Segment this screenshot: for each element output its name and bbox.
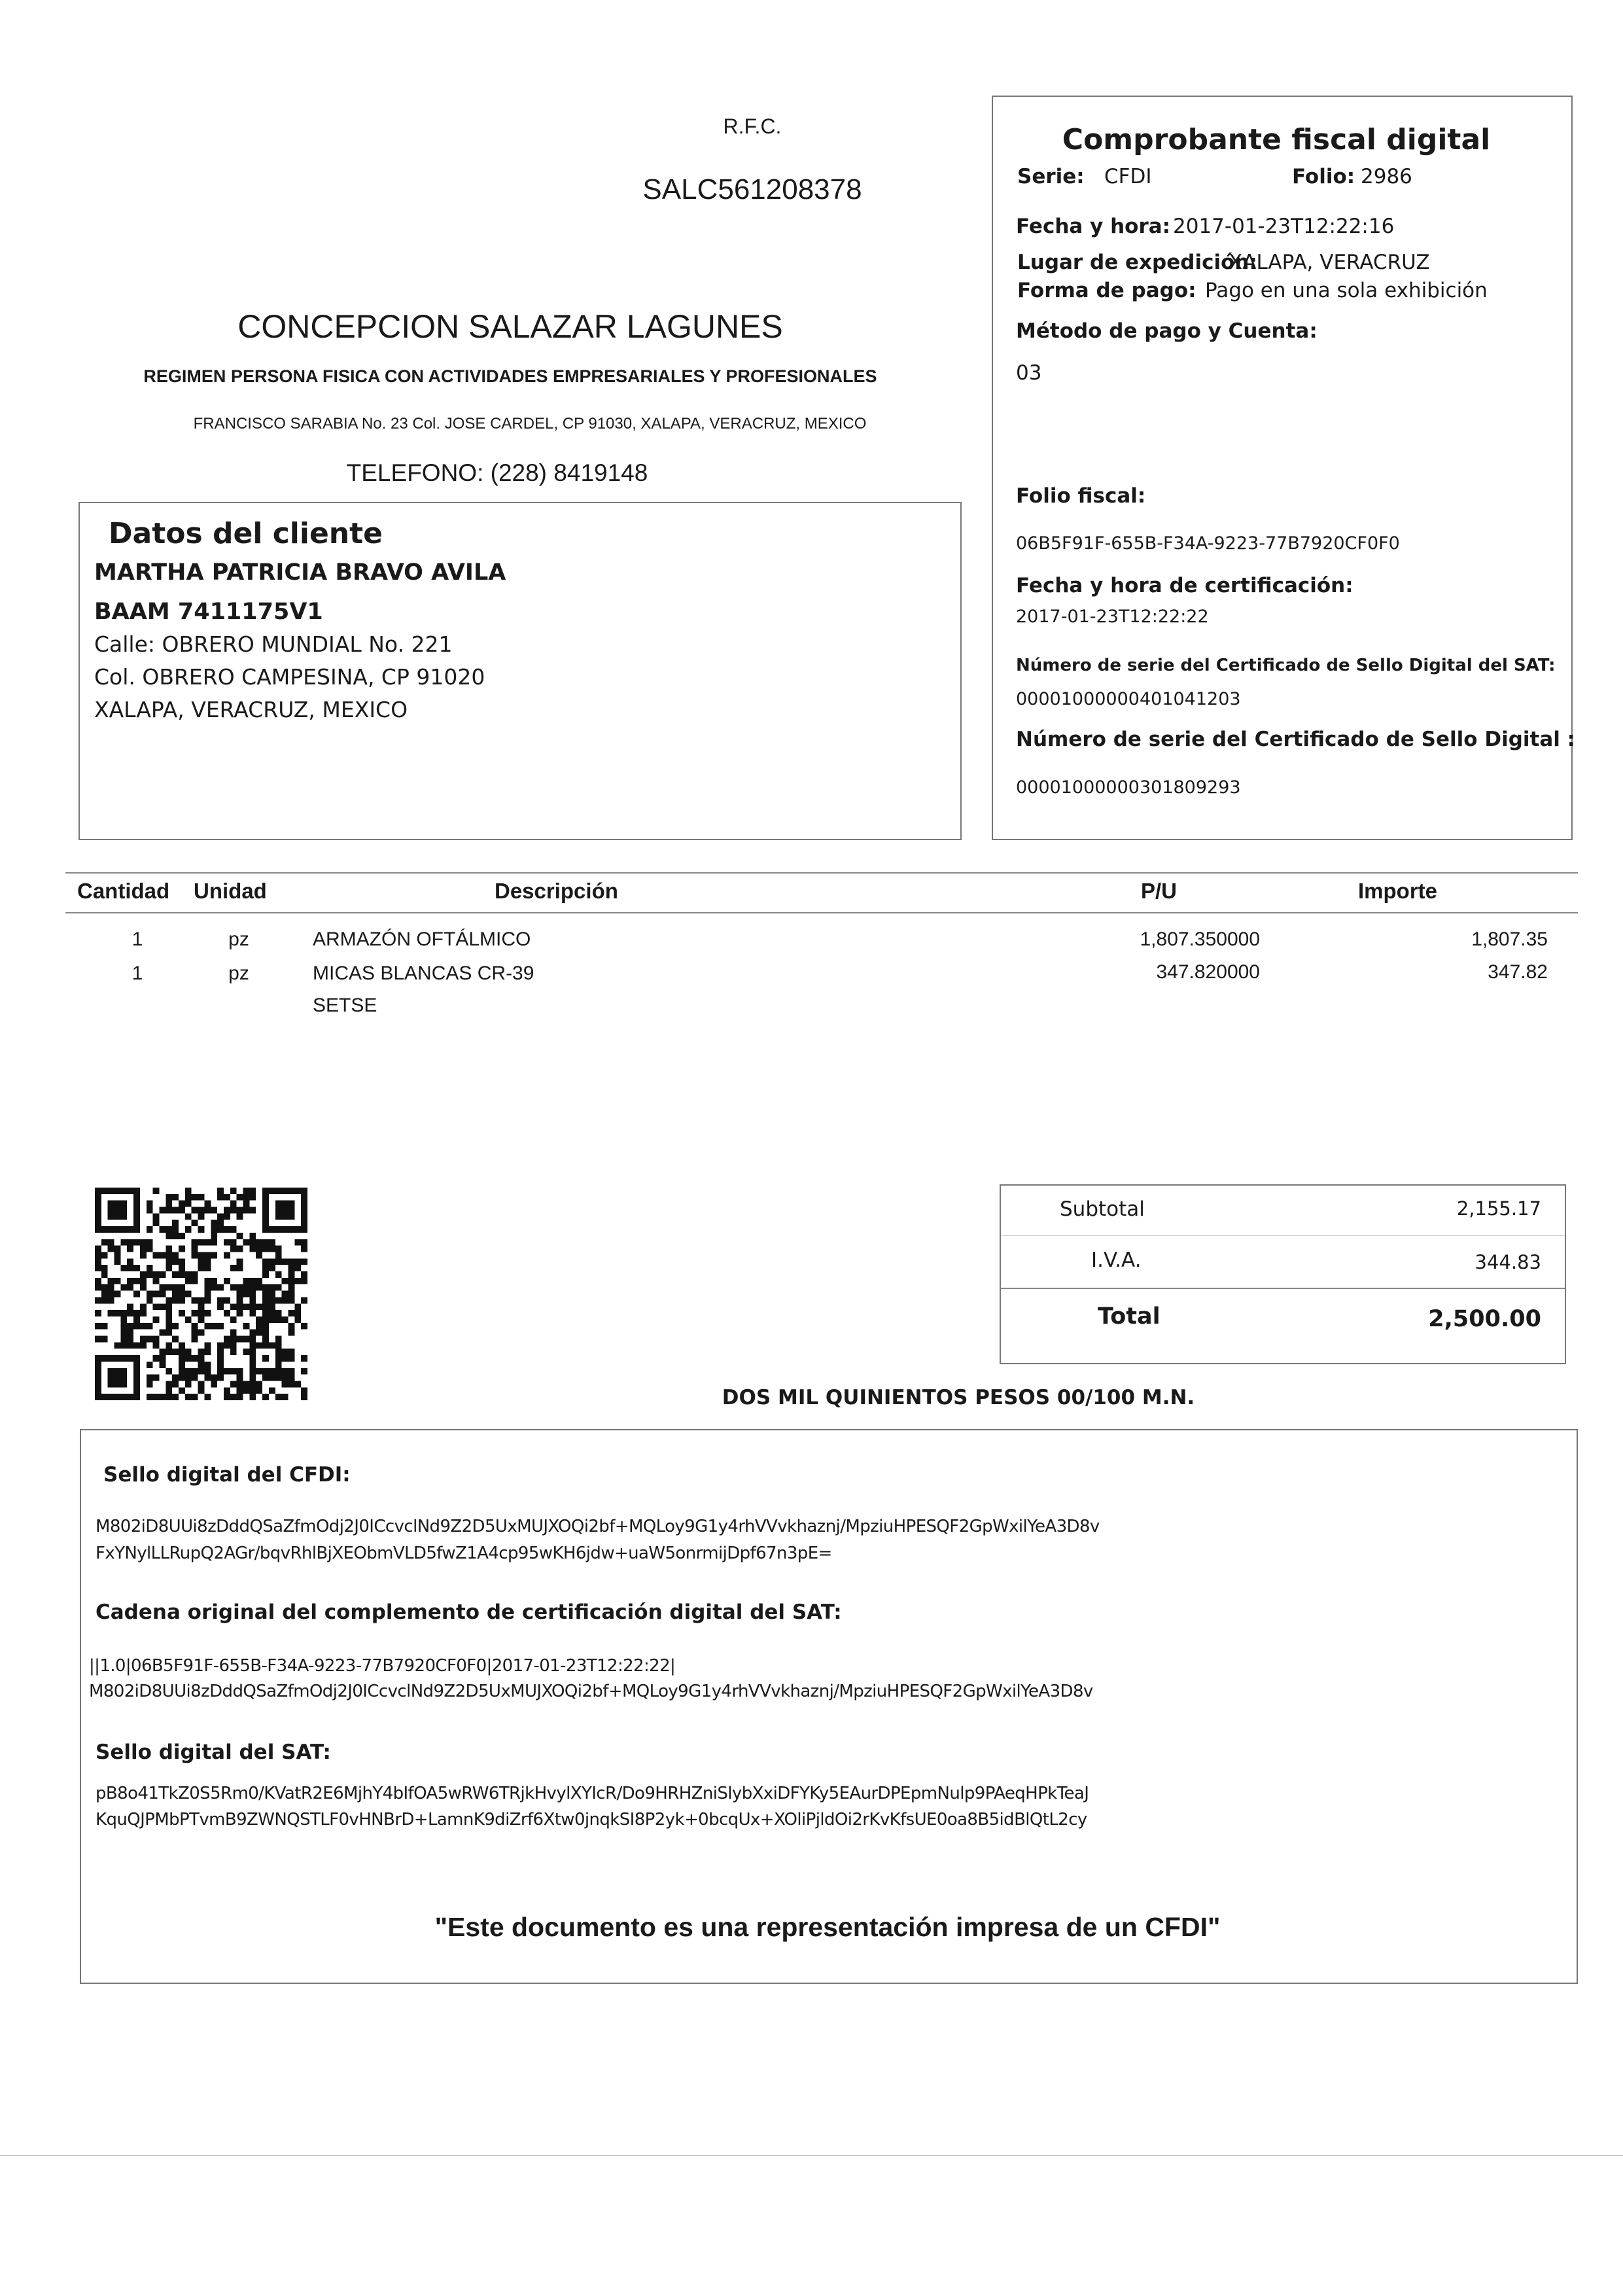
header-cantidad: Cantidad bbox=[77, 879, 170, 903]
row-importe: 1,807.35 bbox=[1471, 928, 1548, 950]
metodo-label: Método de pago y Cuenta: bbox=[1016, 319, 1318, 343]
client-colonia: Col. OBRERO CAMPESINA, CP 91020 bbox=[94, 664, 485, 690]
row-pu: 347.820000 bbox=[1156, 961, 1260, 983]
client-street: Calle: OBRERO MUNDIAL No. 221 bbox=[94, 631, 453, 657]
amount-in-words: DOS MIL QUINIENTOS PESOS 00/100 M.N. bbox=[722, 1386, 1195, 1409]
client-rfc: BAAM 7411175V1 bbox=[94, 599, 323, 625]
scan-edge-line bbox=[0, 2155, 1623, 2156]
seals-box bbox=[80, 1429, 1578, 1984]
cert-fecha-label: Fecha y hora de certificación: bbox=[1016, 574, 1353, 597]
row-descripcion: ARMAZÓN OFTÁLMICO bbox=[313, 928, 531, 950]
cert-fecha-value: 2017-01-23T12:22:22 bbox=[1016, 607, 1209, 627]
sat-serie-label: Número de serie del Certificado de Sello Digital del SAT: bbox=[1016, 656, 1556, 675]
folio-label: Folio: bbox=[1292, 165, 1355, 188]
forma-label: Forma de pago: bbox=[1017, 279, 1196, 302]
cadena-line: ||1.0|06B5F91F-655B-F34A-9223-77B7920CF0F0|2017-01-23T12:22:22| bbox=[89, 1656, 676, 1676]
sello-cfdi-line: M802iD8UUi8zDddQSaZfmOdj2J0ICcvclNd9Z2D5UxMUJXOQi2bf+MQLoy9G1y4rhVVvkhaznj/MpziuHPESQF2GpWxilYeA3D8v bbox=[96, 1517, 1100, 1536]
csd-serie-value: 00001000000301809293 bbox=[1016, 777, 1241, 798]
issuer-regime: REGIMEN PERSONA FISICA CON ACTIVIDADES EMPRESARIALES Y PROFESIONALES bbox=[143, 366, 877, 386]
sello-sat-line: pB8o41TkZ0S5Rm0/KVatR2E6MjhY4bIfOA5wRW6TRjkHvylXYIcR/Do9HRHZniSlybXxiDFYKy5EAurDPEpmNulp9PAeqHPkTeaJ bbox=[96, 1784, 1089, 1803]
row-unidad: pz bbox=[228, 963, 249, 984]
table-top-rule bbox=[65, 872, 1578, 874]
metodo-value: 03 bbox=[1016, 361, 1042, 385]
csd-serie-label: Número de serie del Certificado de Sello Digital : bbox=[1016, 728, 1576, 751]
rfc-label: R.F.C. bbox=[723, 115, 782, 138]
table-header-rule bbox=[65, 912, 1578, 913]
header-importe: Importe bbox=[1358, 879, 1438, 903]
client-name: MARTHA PATRICIA BRAVO AVILA bbox=[94, 559, 506, 586]
cadena-label: Cadena original del complemento de certificación digital del SAT: bbox=[96, 1600, 842, 1624]
client-title: Datos del cliente bbox=[109, 517, 383, 550]
row-unidad: pz bbox=[228, 928, 249, 950]
fiscal-title: Comprobante fiscal digital bbox=[1062, 123, 1491, 156]
row-pu: 1,807.350000 bbox=[1140, 928, 1260, 950]
sello-cfdi-line: FxYNylLLRupQ2AGr/bqvRhlBjXEObmVLD5fwZ1A4cp95wKH6jdw+uaW5onrmijDpf67n3pE= bbox=[96, 1544, 832, 1563]
folio-fiscal-label: Folio fiscal: bbox=[1016, 484, 1146, 508]
row-cantidad: 1 bbox=[131, 963, 143, 984]
fecha-value: 2017-01-23T12:22:16 bbox=[1173, 215, 1395, 238]
iva-label: I.V.A. bbox=[1091, 1248, 1142, 1272]
row-importe: 347.82 bbox=[1488, 961, 1548, 983]
row-description-extra: SETSE bbox=[313, 995, 377, 1016]
iva-value: 344.83 bbox=[1475, 1251, 1541, 1273]
header-descripcion: Descripción bbox=[495, 879, 618, 903]
total-label: Total bbox=[1098, 1303, 1161, 1330]
sello-sat-label: Sello digital del SAT: bbox=[96, 1740, 331, 1764]
client-city: XALAPA, VERACRUZ, MEXICO bbox=[94, 697, 408, 722]
totals-rule bbox=[1001, 1235, 1565, 1236]
issuer-phone: TELEFONO: (228) 8419148 bbox=[346, 459, 648, 486]
subtotal-label: Subtotal bbox=[1060, 1197, 1145, 1221]
sello-sat-line: KquQJPMbPTvmB9ZWNQSTLF0vHNBrD+LamnK9diZrf6Xtw0jnqkSI8P2yk+0bcqUx+XOliPjldOi2rKvKfsUE0oa8B5idBlQtL2cy bbox=[96, 1810, 1087, 1829]
serie-label: Serie: bbox=[1017, 165, 1085, 188]
sat-serie-value: 00001000000401041203 bbox=[1016, 689, 1241, 709]
issuer-rfc: SALC561208378 bbox=[642, 173, 862, 205]
cadena-line: M802iD8UUi8zDddQSaZfmOdj2J0ICcvclNd9Z2D5UxMUJXOQi2bf+MQLoy9G1y4rhVVvkhaznj/MpziuHPESQF2GpWxilYeA3D8v bbox=[89, 1682, 1093, 1701]
lugar-label: Lugar de expedición: bbox=[1017, 251, 1257, 274]
row-descripcion: MICAS BLANCAS CR-39 bbox=[313, 963, 534, 984]
legal-footer: "Este documento es una representación impresa de un CFDI" bbox=[434, 1912, 1221, 1942]
issuer-address: FRANCISCO SARABIA No. 23 Col. JOSE CARDEL, CP 91030, XALAPA, VERACRUZ, MEXICO bbox=[193, 415, 867, 433]
forma-value: Pago en una sola exhibición bbox=[1205, 279, 1488, 302]
serie-value: CFDI bbox=[1104, 165, 1152, 188]
issuer-name: CONCEPCION SALAZAR LAGUNES bbox=[237, 308, 783, 345]
folio-fiscal-value: 06B5F91F-655B-F34A-9223-77B7920CF0F0 bbox=[1016, 533, 1400, 554]
row-cantidad: 1 bbox=[131, 928, 143, 950]
fecha-label: Fecha y hora: bbox=[1016, 215, 1171, 238]
subtotal-value: 2,155.17 bbox=[1456, 1197, 1541, 1220]
folio-value: 2986 bbox=[1361, 165, 1412, 188]
lugar-value: XALAPA, VERACRUZ bbox=[1229, 251, 1430, 274]
header-unidad: Unidad bbox=[194, 879, 267, 903]
sello-cfdi-label: Sello digital del CFDI: bbox=[103, 1463, 351, 1487]
totals-rule bbox=[1001, 1288, 1565, 1289]
qr-code-icon bbox=[95, 1188, 307, 1400]
header-pu: P/U bbox=[1141, 879, 1178, 903]
total-value: 2,500.00 bbox=[1428, 1306, 1541, 1332]
